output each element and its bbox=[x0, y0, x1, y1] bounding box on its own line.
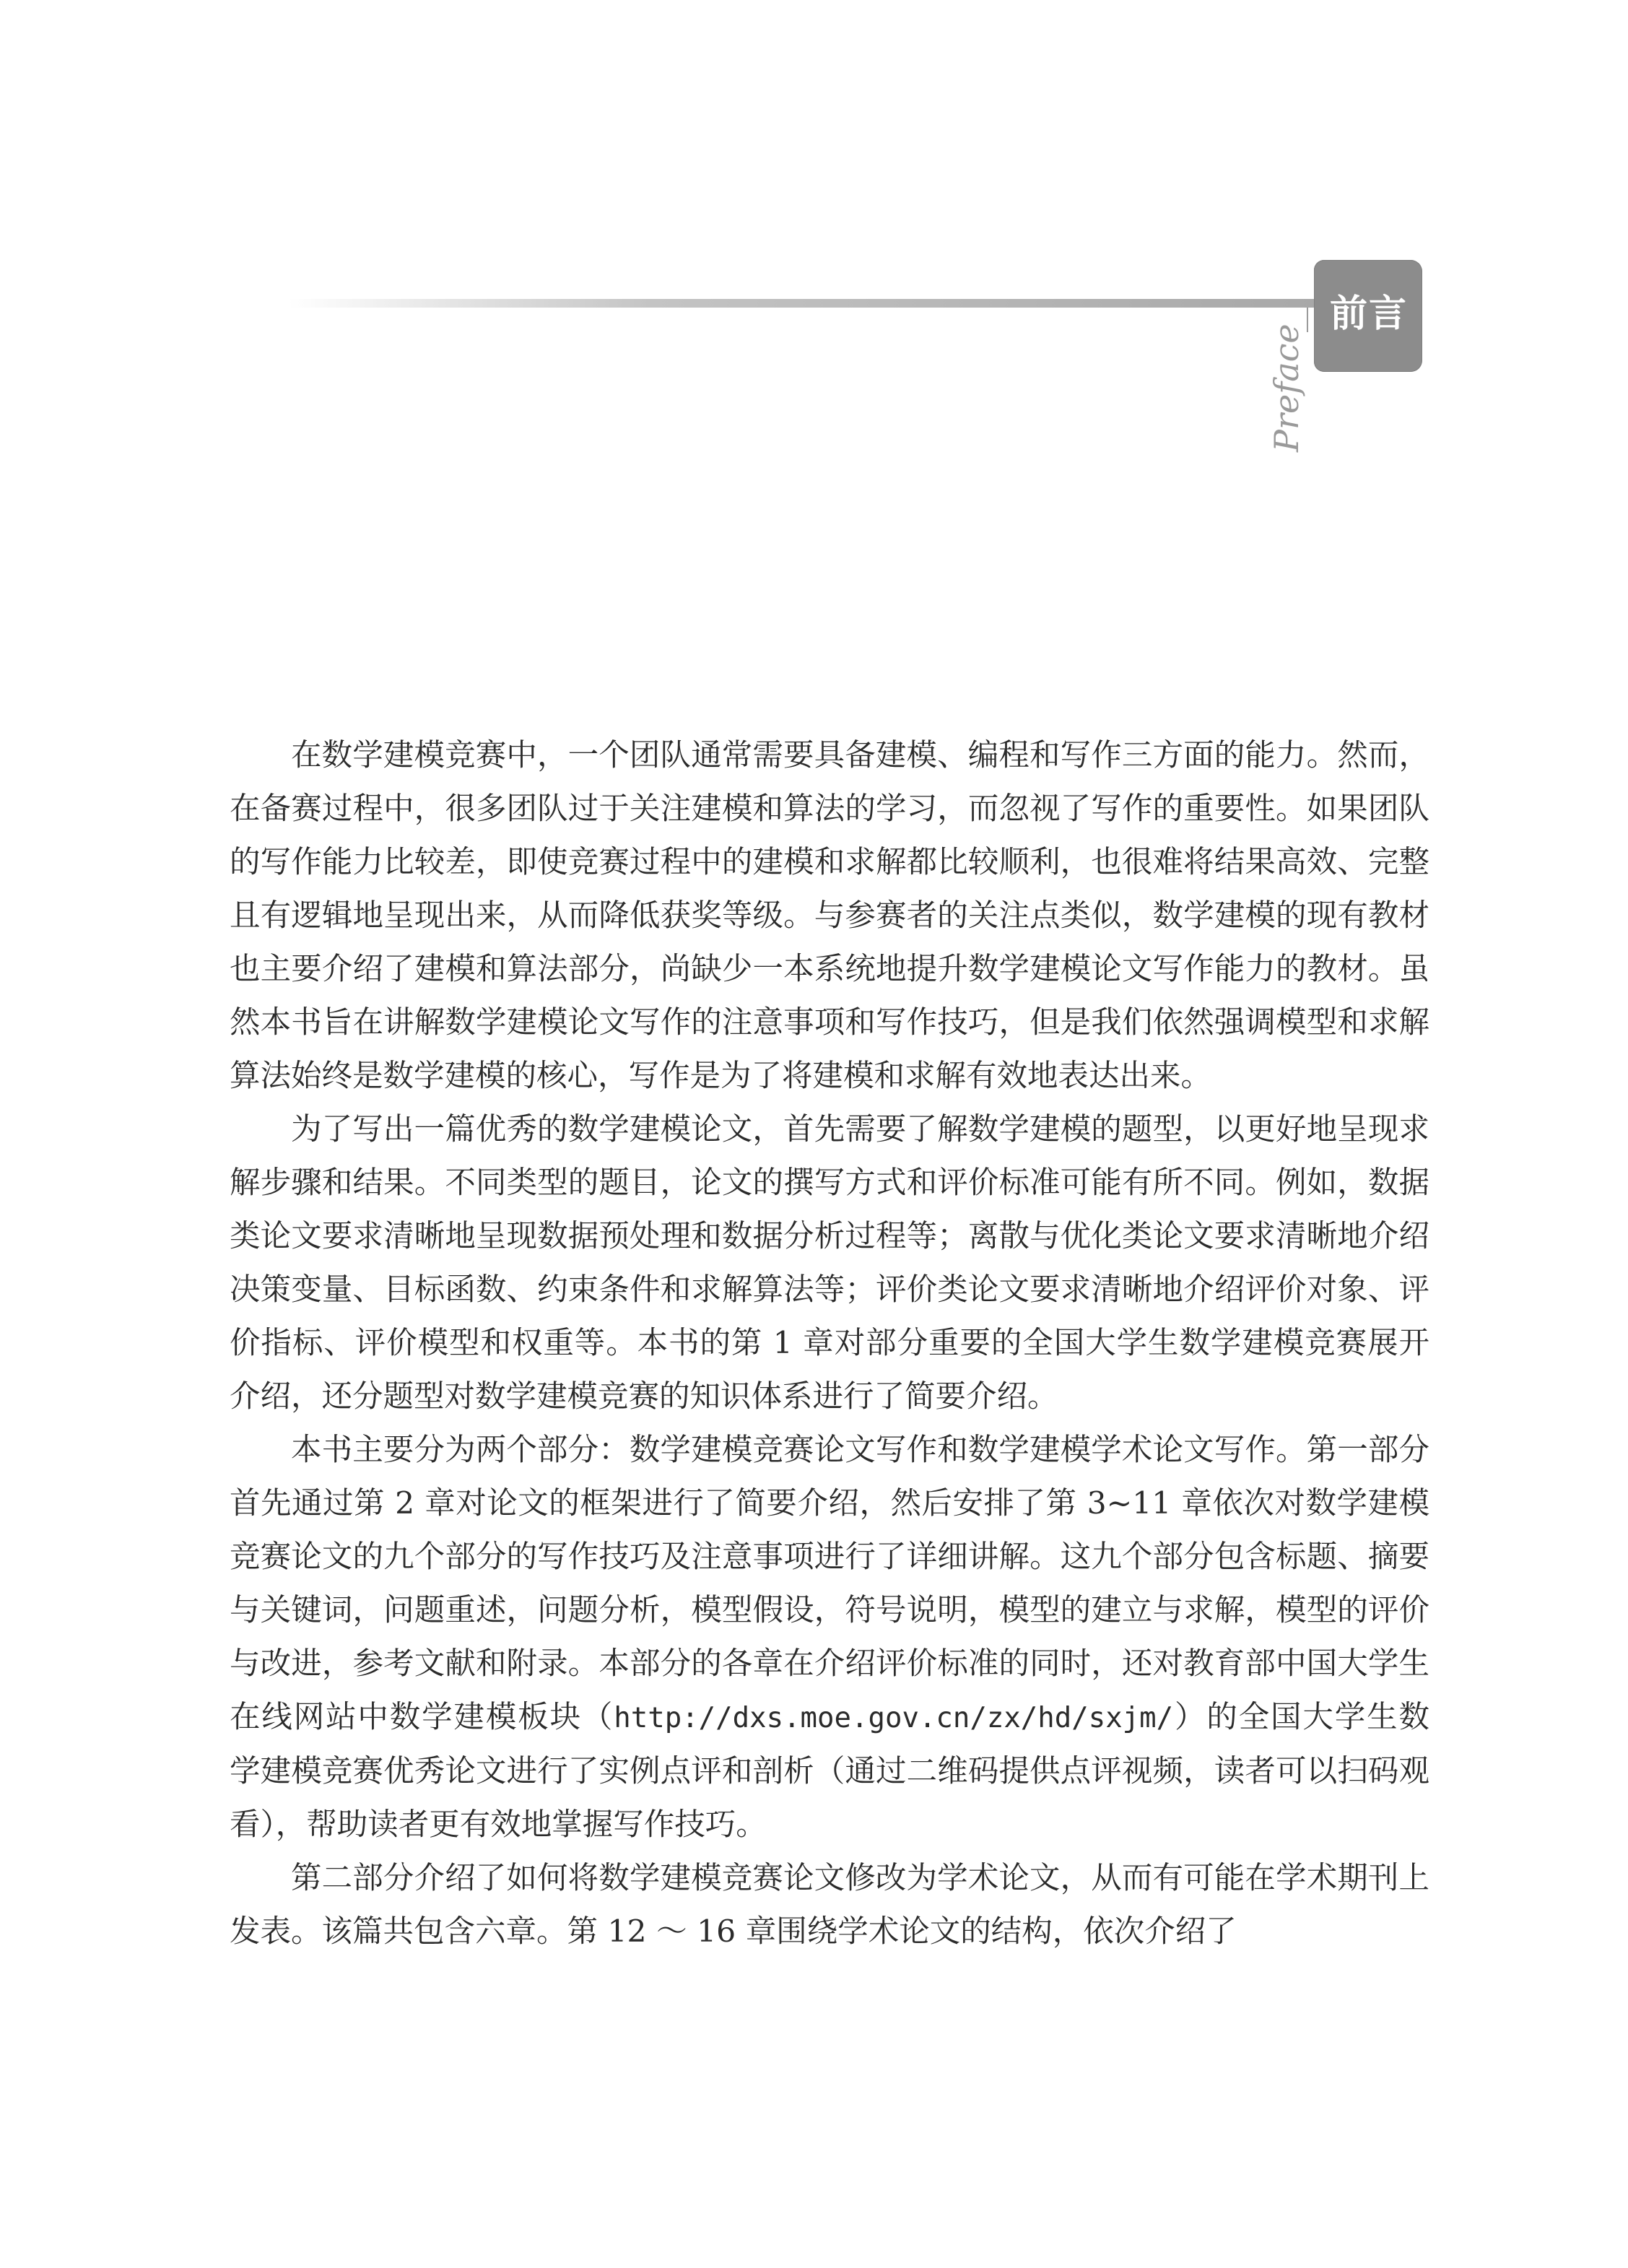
preface-body bbox=[230, 729, 1429, 1959]
website-url: http://dxs.moe.gov.cn/zx/hd/sxjm/ bbox=[614, 1702, 1174, 1734]
paragraph-2: 为了写出一篇优秀的数学建模论文，首先需要了解数学建模的题型，以更好地呈现求解步骤和结果。不同类型的题目，论文的撰写方式和评价标准可能有所不同。例如，数据类论文要求清晰地呈现数据预处理和数据分析过程等；离散与优化类论文要求清晰地介绍决策变量、目标函数、约束条件和求解算法等；评价类论文要求清晰地介绍评价对象、评价指标、评价模型和权重等。本书的第 1 章对部分重要的全国大学生数学建模竞赛展开介绍，还分题型对数学建模竞赛的知识体系进行了简要介绍。 bbox=[230, 1112, 1429, 1415]
paragraph-3-text-before-url: 本书主要分为两个部分：数学建模竞赛论文写作和数学建模学术论文写作。第一部分首先通过第 2 章对论文的框架进行了简要介绍，然后安排了第 3~11 章依次对数学建模竞赛论文的九个部分的写作技巧及注意事项进行了详细讲解。这九个部分包含标题、摘要与关键词，问题重述，问题分析，模型假设，符号说明，模型的建立与求解，模型的评价与改进，参考文献和附录。本部分的各章在介绍评价标准的同时，还对教育部中国大学生在线网站中数学建模板块（ bbox=[230, 1433, 1429, 1735]
paragraph-4: 第二部分介绍了如何将数学建模竞赛论文修改为学术论文，从而有可能在学术期刊上发表。该篇共包含六章。第 12 ～ 16 章围绕学术论文的结构，依次介绍了 bbox=[230, 1861, 1429, 1950]
header-rule-tick bbox=[1307, 308, 1308, 332]
preface-script-label: Preface bbox=[1267, 323, 1306, 452]
paragraph-3-text-after-url: ）的全国大学生数学建模竞赛优秀论文进行了实例点评和剖析（通过二维码提供点评视频，读者可以扫码观看），帮助读者更有效地掌握写作技巧。 bbox=[230, 1700, 1429, 1843]
header-rule bbox=[289, 299, 1321, 308]
preface-title: 前言 bbox=[1329, 292, 1408, 336]
paragraph-1: 在数学建模竞赛中，一个团队通常需要具备建模、编程和写作三方面的能力。然而，在备赛过程中，很多团队过于关注建模和算法的学习，而忽视了写作的重要性。如果团队的写作能力比较差，即使竞赛过程中的建模和求解都比较顺利，也很难将结果高效、完整且有逻辑地呈现出来，从而降低获奖等级。与参赛者的关注点类似，数学建模的现有教材也主要介绍了建模和算法部分，尚缺少一本系统地提升数学建模论文写作能力的教材。虽然本书旨在讲解数学建模论文写作的注意事项和写作技巧，但是我们依然强调模型和求解算法始终是数学建模的核心，写作是为了将建模和求解有效地表达出来。 bbox=[230, 738, 1429, 1094]
paragraph-3 bbox=[230, 1424, 1429, 1852]
